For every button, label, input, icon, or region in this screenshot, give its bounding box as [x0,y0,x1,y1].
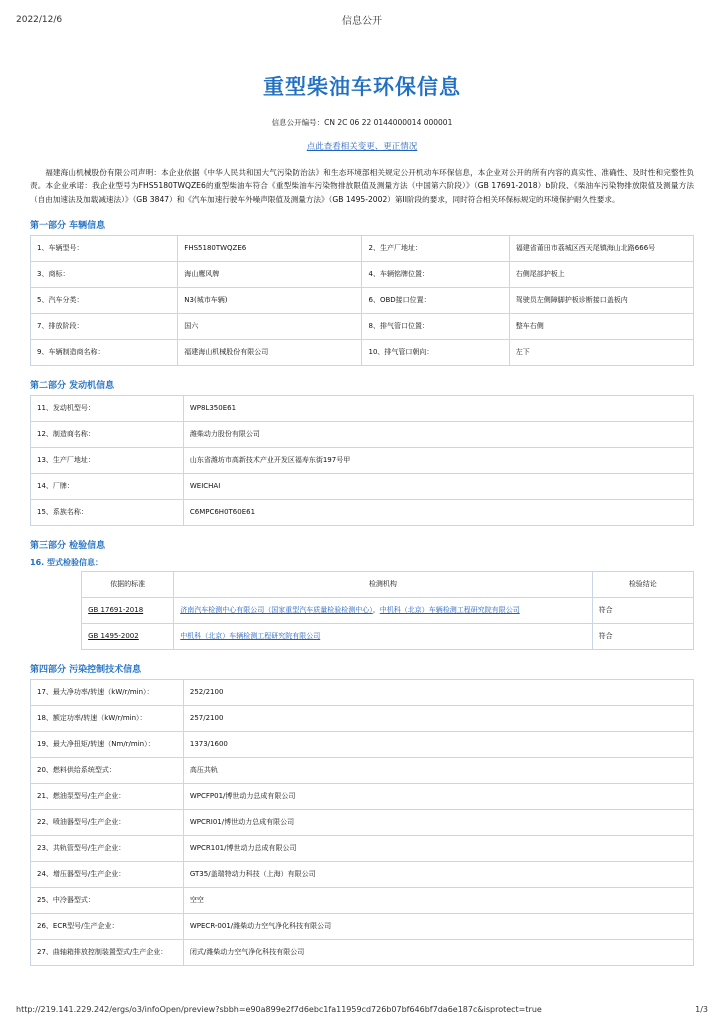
field-label: 3、商标： [31,261,178,287]
field-value: WP8L350E61 [183,395,693,421]
print-date: 2022/12/6 [16,14,63,25]
standard-link[interactable]: GB 1495-2002 [82,623,174,649]
document-body [0,33,724,1001]
column-header: 检测机构 [174,571,592,597]
spacer-cell [30,571,82,597]
table-row [31,473,694,499]
field-label: 27、曲轴箱排放控制装置型式/生产企业： [31,939,184,965]
field-label: 6、OBD接口位置： [362,287,509,313]
table-row [31,499,694,525]
table-header-row [30,571,694,597]
field-label: 23、共轨管型号/生产企业： [31,835,184,861]
table-row [31,679,694,705]
field-value: WPCFP01/博世动力总成有限公司 [183,783,693,809]
table-row [31,809,694,835]
field-label: 17、最大净功率/转速（kW/r/min）： [31,679,184,705]
field-label: 18、额定功率/转速（kW/r/min）： [31,705,184,731]
field-value: C6MPC6H0T60E61 [183,499,693,525]
vehicle-info-table [30,235,694,366]
spacer-cell [30,597,82,623]
table-row [31,731,694,757]
field-label: 9、车辆制造商名称： [31,339,178,365]
field-value: 国六 [178,313,362,339]
column-header: 依据的标准 [82,571,174,597]
field-value: 右侧尾部护板上 [509,261,693,287]
field-value: 空空 [183,887,693,913]
field-value: 252/2100 [183,679,693,705]
field-label: 4、车辆铭牌位置： [362,261,509,287]
table-row [31,861,694,887]
testing-agency-cell [174,597,592,623]
field-label: 13、生产厂地址： [31,447,184,473]
field-label: 1、车辆型号： [31,235,178,261]
field-label: 12、制造商名称： [31,421,184,447]
inspection-table [30,571,694,650]
column-header: 检验结论 [592,571,693,597]
field-label: 5、汽车分类： [31,287,178,313]
pollution-info-table [30,679,694,966]
table-row [31,939,694,965]
field-label: 15、系族名称： [31,499,184,525]
table-row [31,783,694,809]
table-row [31,421,694,447]
page-title: 重型柴油车环保信息 [263,75,461,99]
field-label: 10、排气管口朝向： [362,339,509,365]
field-label: 22、喷油器型号/生产企业： [31,809,184,835]
field-value: WPCRI01/博世动力总成有限公司 [183,809,693,835]
print-footer [0,1001,724,1024]
section-title-engine: 第二部分 发动机信息 [30,380,115,391]
field-value: FHS5180TWQZE6 [178,235,362,261]
field-value: 驾驶员左侧障脚护板诊断接口盖板内 [509,287,693,313]
field-label: 19、最大净扭矩/转速（Nm/r/min）： [31,731,184,757]
footer-url: http://219.141.229.242/ergs/o3/infoOpen/preview?sbbh=e90a899e2f7d6ebc1fa11959cd726b07bf646bf7da6e187c&isprotect=true [16,1005,542,1014]
field-value: 福建省莆田市荔城区西天尾镇海山北路666号 [509,235,693,261]
section-title-vehicle: 第一部分 车辆信息 [30,220,106,231]
table-row [31,261,694,287]
publication-number: 信息公开编号：CN 2C 06 22 0144000014 000001 [271,118,453,127]
table-row [31,887,694,913]
field-value: 左下 [509,339,693,365]
field-value: WPECR-001/潍柴动力空气净化科技有限公司 [183,913,693,939]
field-value: WEICHAI [183,473,693,499]
table-row [31,339,694,365]
field-label: 20、燃料供给系统型式： [31,757,184,783]
inspection-result: 符合 [592,623,693,649]
field-value: N3(城市车辆) [178,287,362,313]
table-row [30,623,694,649]
field-label: 11、发动机型号： [31,395,184,421]
table-row [31,287,694,313]
field-value: 257/2100 [183,705,693,731]
field-value: GT35/盖瑞特动力科技（上海）有限公司 [183,861,693,887]
company-statement: 福建海山机械股份有限公司声明：本企业依据《中华人民共和国大气污染防治法》和生态环境部相关规定公开机动车环保信息，本企业对公开的所有内容的真实性、准确性、及时性和完整性负责。本企业承诺：我企业型号为FHS5180TWQZE6的重型柴油车符合《重型柴油车污染物排放限值及测量方法（中国第六阶段）》（GB 17691-2018）b阶段、《柴油车污染物排放限值及测量方法（自由加速法及加载减速法）》（GB 3847）和《汽车加速行驶车外噪声限值及测量方法》（GB 1495-2002）第II阶段的要求，同时符合相关环保标规定的环境保护耐久性要求。 [30,168,694,204]
field-value: 闭式/潍柴动力空气净化科技有限公司 [183,939,693,965]
field-value: 山东省潍坊市高新技术产业开发区福寿东街197号甲 [183,447,693,473]
table-row [31,757,694,783]
field-label: 26、ECR型号/生产企业： [31,913,184,939]
table-row [31,313,694,339]
table-row [31,705,694,731]
field-label: 14、厂牌： [31,473,184,499]
field-value: 整车右侧 [509,313,693,339]
field-value: 高压共轨 [183,757,693,783]
engine-info-table [30,395,694,526]
field-value: 海山鹰风牌 [178,261,362,287]
table-row [31,447,694,473]
inspection-result: 符合 [592,597,693,623]
field-label: 21、燃油泵型号/生产企业： [31,783,184,809]
table-row [31,835,694,861]
correction-link[interactable]: 点此查看相关变更、更正情况 [306,142,418,152]
footer-page-number: 1/3 [695,1005,708,1014]
separator-text: ， [372,606,380,615]
field-label: 8、排气管口位置： [362,313,509,339]
table-row [31,235,694,261]
section-title-inspection: 第三部分 检验信息 [30,540,106,551]
testing-agency-link[interactable]: 中机科（北京）车辆检测工程研究院有限公司 [379,606,520,615]
field-value: 福建海山机械股份有限公司 [178,339,362,365]
table-row [31,913,694,939]
subsection-title-type-test: 16. 型式检验信息： [30,557,103,567]
testing-agency-link[interactable]: 中机科（北京）车辆检测工程研究院有限公司 [180,632,321,641]
field-value: 潍柴动力股份有限公司 [183,421,693,447]
field-value: WPCR101/博世动力总成有限公司 [183,835,693,861]
testing-agency-link[interactable]: 济南汽车检测中心有限公司（国家重型汽车质量检验检测中心） [180,606,373,615]
field-label: 24、增压器型号/生产企业： [31,861,184,887]
field-label: 25、中冷器型式： [31,887,184,913]
testing-agency-cell [174,623,592,649]
spacer-cell [30,623,82,649]
field-label: 2、生产厂地址： [362,235,509,261]
table-row [30,597,694,623]
standard-link[interactable]: GB 17691-2018 [82,597,174,623]
section-title-pollution: 第四部分 污染控制技术信息 [30,664,142,675]
print-header [0,0,724,33]
table-row [31,395,694,421]
field-label: 7、排放阶段： [31,313,178,339]
print-title: 信息公开 [341,16,382,27]
field-value: 1373/1600 [183,731,693,757]
